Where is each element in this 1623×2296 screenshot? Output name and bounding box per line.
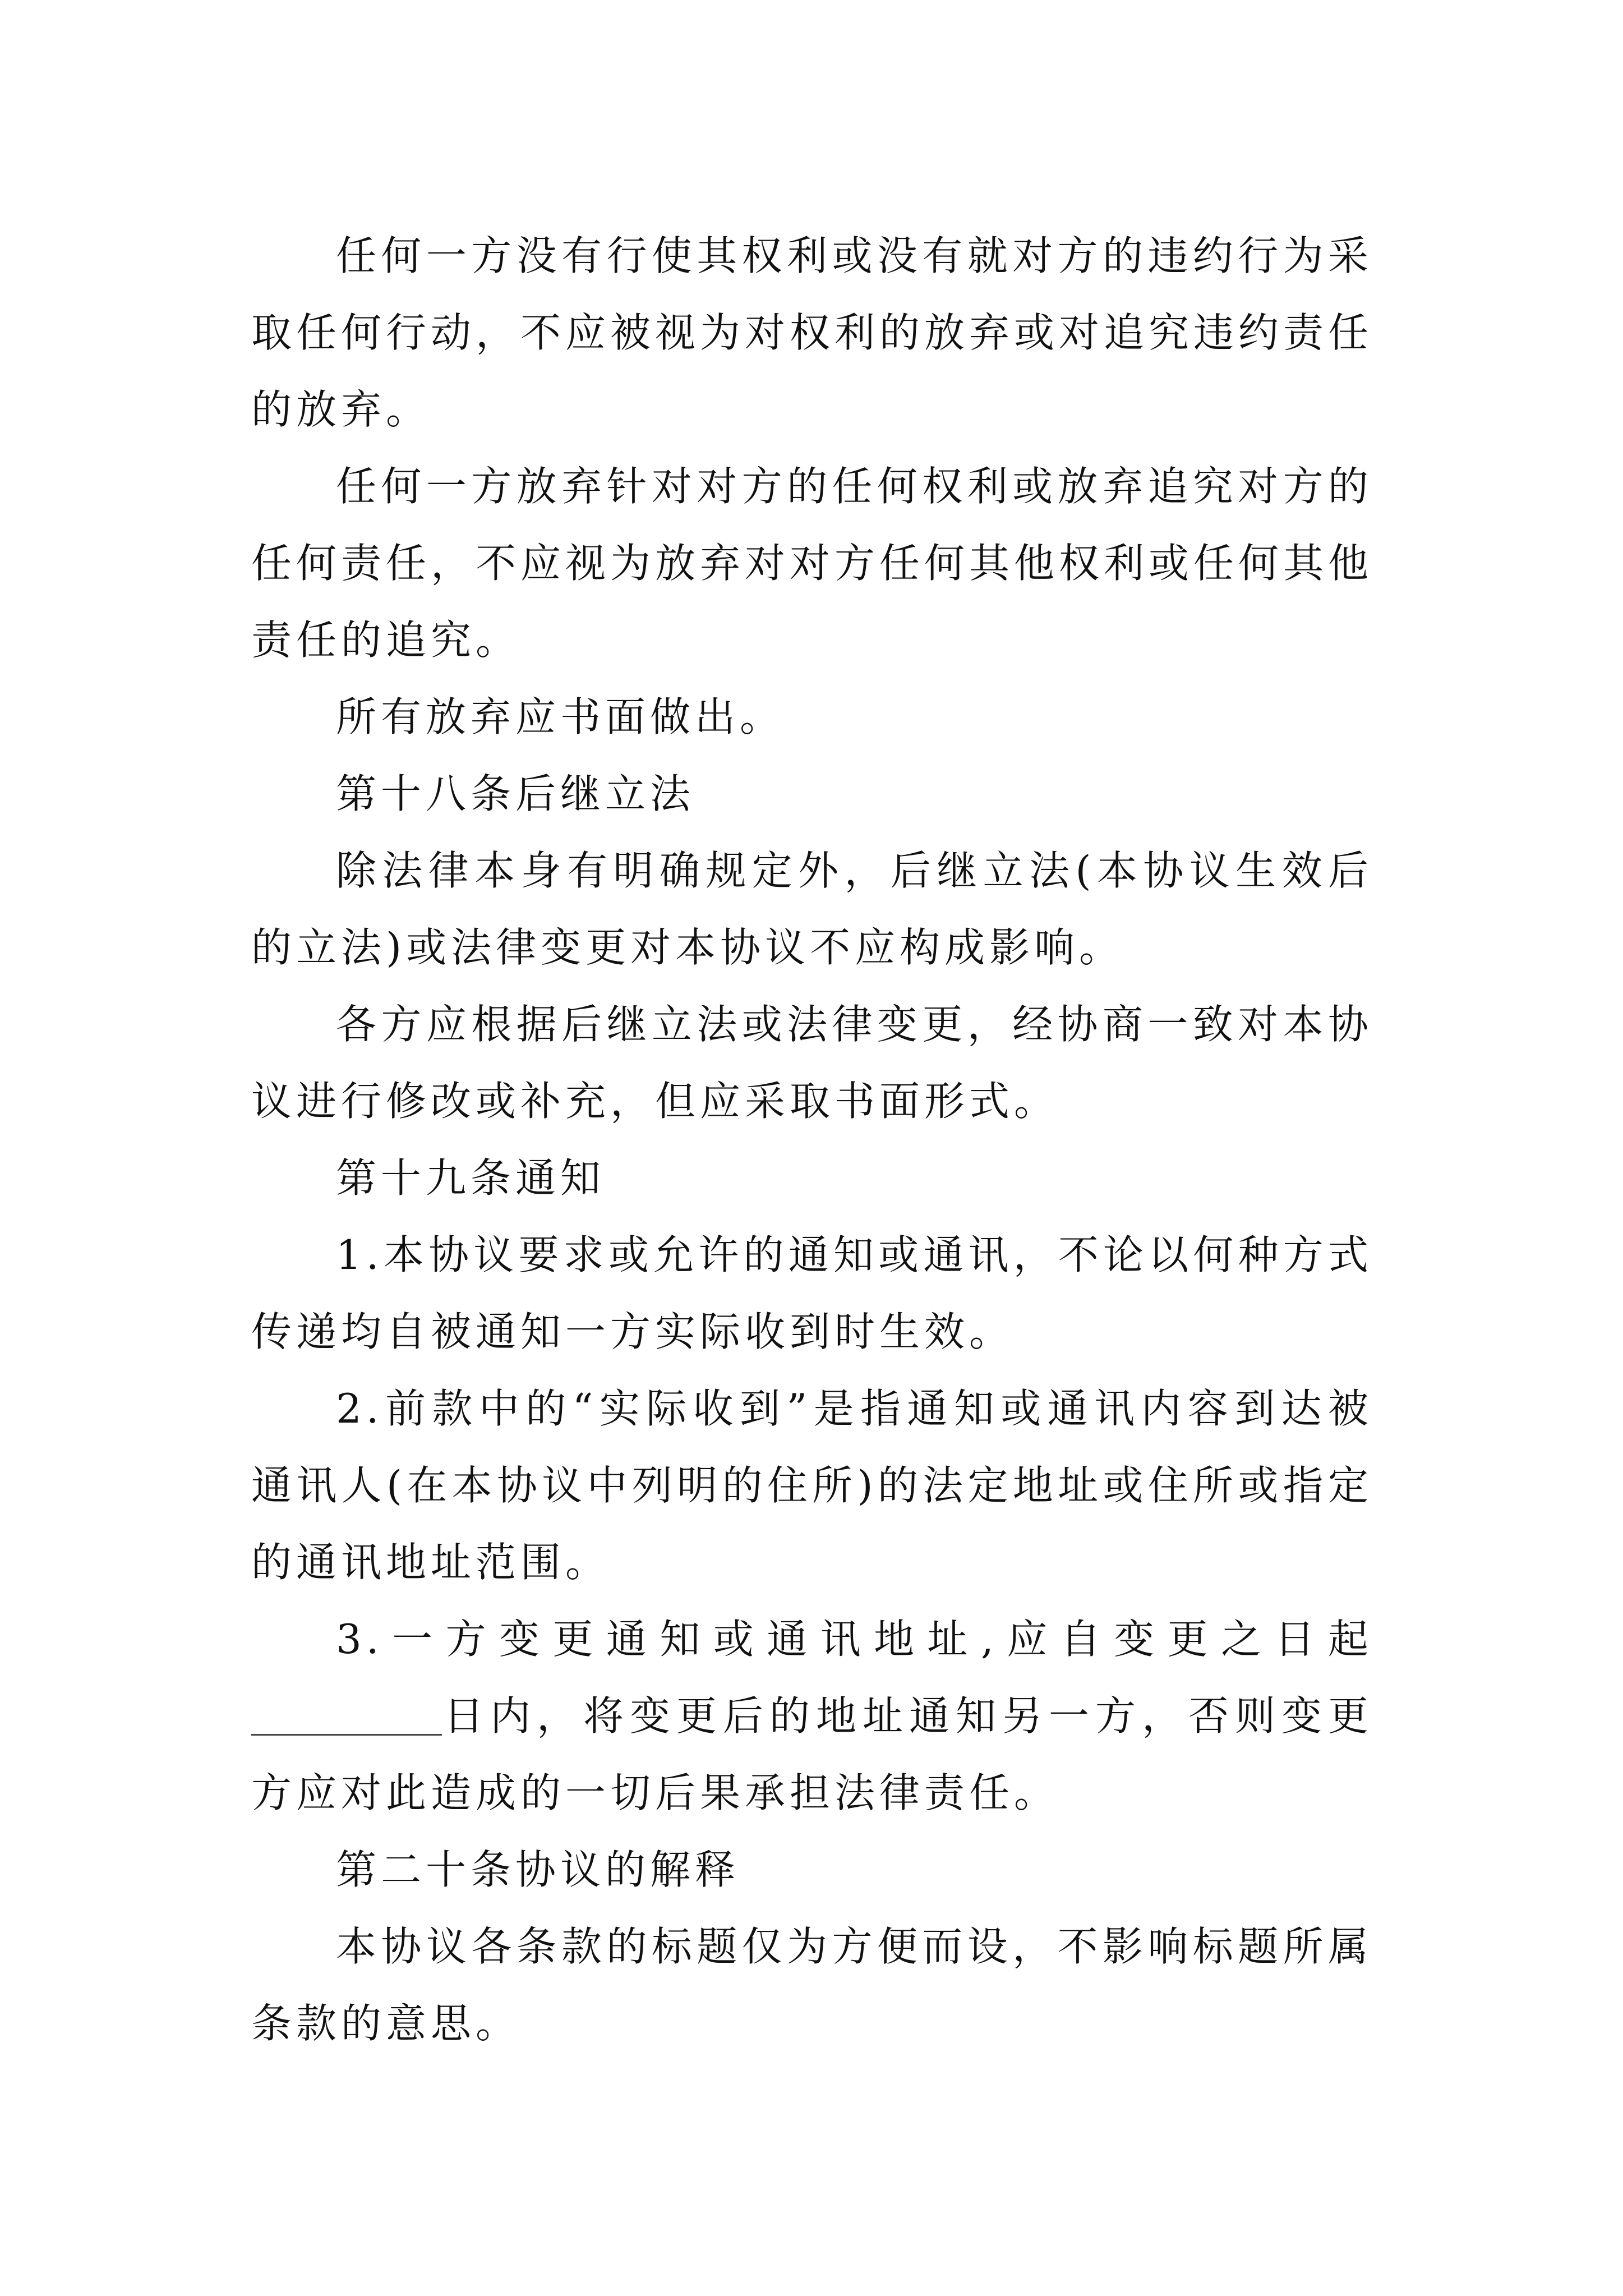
notice-3-text-before: 3.一方变更通知或通讯地址,应自变更之日起 — [336, 1616, 1373, 1663]
heading-article-20: 第二十条协议的解释 — [336, 1846, 740, 1893]
paragraph-notice-3 — [251, 1601, 1373, 1832]
paragraph-subsequent-legislation: 除法律本身有明确规定外，后继立法(本协议生效后的立法)或法律变更对本协议不应构成影响。 — [251, 847, 1373, 971]
paragraph-waiver-no-action: 任何一方没有行使其权利或没有就对方的违约行为采取任何行动，不应被视为对权利的放弃或对追究违约责任的放弃。 — [251, 232, 1373, 433]
paragraph-interpretation: 本协议各条款的标题仅为方便而设，不影响标题所属条款的意思。 — [251, 1923, 1373, 2047]
paragraph-notice-1: 1.本协议要求或允许的通知或通讯，不论以何种方式传递均自被通知一方实际收到时生效。 — [251, 1231, 1373, 1355]
heading-article-19: 第十九条通知 — [336, 1154, 606, 1202]
heading-article-18: 第十八条后继立法 — [336, 770, 695, 817]
notice-3-text-after: 日内，将变更后的地址通知另一方，否则变更方应对此造成的一切后果承担法律责任。 — [251, 1692, 1373, 1816]
fill-in-blank-days[interactable] — [251, 1694, 442, 1736]
paragraph-amendment: 各方应根据后继立法或法律变更，经协商一致对本协议进行修改或补充，但应采取书面形式。 — [251, 1001, 1373, 1125]
document-page — [251, 218, 1373, 2062]
paragraph-notice-2: 2.前款中的“实际收到”是指通知或通讯内容到达被通讯人(在本协议中列明的住所)的法定地址或住所或指定的通讯地址范围。 — [251, 1385, 1373, 1586]
paragraph-waiver-specific: 任何一方放弃针对对方的任何权利或放弃追究对方的任何责任，不应视为放弃对对方任何其他权利或任何其他责任的追究。 — [251, 463, 1373, 664]
paragraph-waiver-in-writing: 所有放弃应书面做出。 — [336, 693, 785, 740]
